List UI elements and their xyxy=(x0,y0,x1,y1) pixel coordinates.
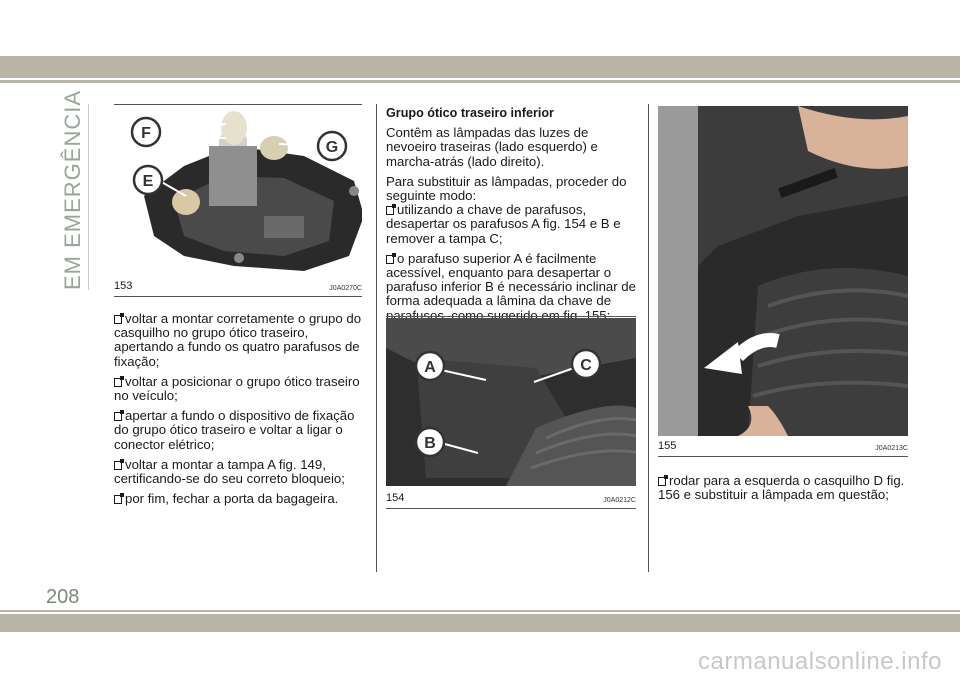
figure-155-image xyxy=(658,106,908,436)
footer-band-line xyxy=(0,610,960,612)
figure-number: 153 xyxy=(114,280,133,292)
checkbox-bullet-icon xyxy=(114,378,122,387)
top-margin xyxy=(0,0,960,56)
figure-top-rule xyxy=(386,316,636,317)
section-title: EM EMERGÊNCIA xyxy=(60,89,85,290)
list-item: utilizando a chave de parafusos, desapertar os parafusos A fig. 154 e B e remover a tampa C; xyxy=(386,202,621,246)
label-c: C xyxy=(580,357,592,374)
footer-band xyxy=(0,614,960,632)
figure-154-caption xyxy=(386,492,636,504)
figure-155-caption xyxy=(658,440,908,452)
figure-bottom-rule xyxy=(658,456,908,457)
figure-bottom-rule xyxy=(386,508,636,509)
checkbox-bullet-icon xyxy=(658,477,666,486)
checkbox-bullet-icon xyxy=(114,495,122,504)
checkbox-bullet-icon xyxy=(386,206,394,215)
column-divider-1 xyxy=(376,104,377,572)
label-f: F xyxy=(141,125,151,142)
checkbox-bullet-icon xyxy=(114,315,122,324)
section-heading: Grupo ótico traseiro inferior xyxy=(386,106,554,120)
figure-bottom-rule xyxy=(114,296,362,297)
paragraph: Para substituir as lâmpadas, proceder do seguinte modo: xyxy=(386,173,627,204)
list-item: rodar para a esquerda o casquilho D fig. 156 e substituir a lâmpada em questão; xyxy=(658,473,905,503)
list-item: voltar a montar a tampa A fig. 149, certificando-se do seu correto bloqueio; xyxy=(114,456,345,487)
side-divider xyxy=(88,104,89,290)
checkbox-bullet-icon xyxy=(114,461,122,470)
right-column-text xyxy=(658,474,910,508)
list-item: o parafuso superior A é facilmente acessível, enquanto para desapertar o parafuso inferior B é necessário inclinar de forma adequada a lâmina da chave de xyxy=(386,250,636,309)
label-e: E xyxy=(142,173,154,190)
page-number: 208 xyxy=(46,586,80,608)
figure-code: J0A0213C xyxy=(875,445,908,452)
figure-153-caption xyxy=(114,280,362,292)
left-column-text xyxy=(114,312,366,512)
figure-number: 155 xyxy=(658,440,677,452)
list-item: por fim, fechar a porta da bagageira. xyxy=(114,492,366,506)
figure-153-image xyxy=(114,106,362,274)
figure-number: 154 xyxy=(386,492,405,504)
figure-code: J0A0212C xyxy=(603,497,636,504)
column-divider-2 xyxy=(648,104,649,572)
label-b: B xyxy=(424,435,436,452)
figure-code: J0A0270C xyxy=(329,285,362,292)
figure-154-image xyxy=(386,318,636,486)
figure-top-rule xyxy=(114,104,362,105)
watermark: carmanualsonline.info xyxy=(698,648,942,675)
middle-column-text xyxy=(386,106,638,329)
header-band xyxy=(0,56,960,78)
label-a: A xyxy=(424,359,436,376)
checkbox-bullet-icon xyxy=(114,412,122,421)
paragraph: Contêm as lâmpadas das luzes de nevoeiro traseiras (lado esquerdo) e marcha-atrás (lado direito). xyxy=(386,125,598,169)
list-item: apertar a fundo o dispositivo de fixação do grupo ótico traseiro e voltar a ligar o conector elétrico; xyxy=(114,408,355,452)
checkbox-bullet-icon xyxy=(386,255,394,264)
list-item: voltar a montar corretamente o grupo do casquilho no grupo ótico traseiro, apertando a fundo os quatro parafusos de fixação; xyxy=(114,311,362,369)
list-item: voltar a posicionar o grupo ótico traseiro no veículo; xyxy=(114,373,360,404)
header-band-line xyxy=(0,80,960,83)
label-g: G xyxy=(325,139,339,156)
